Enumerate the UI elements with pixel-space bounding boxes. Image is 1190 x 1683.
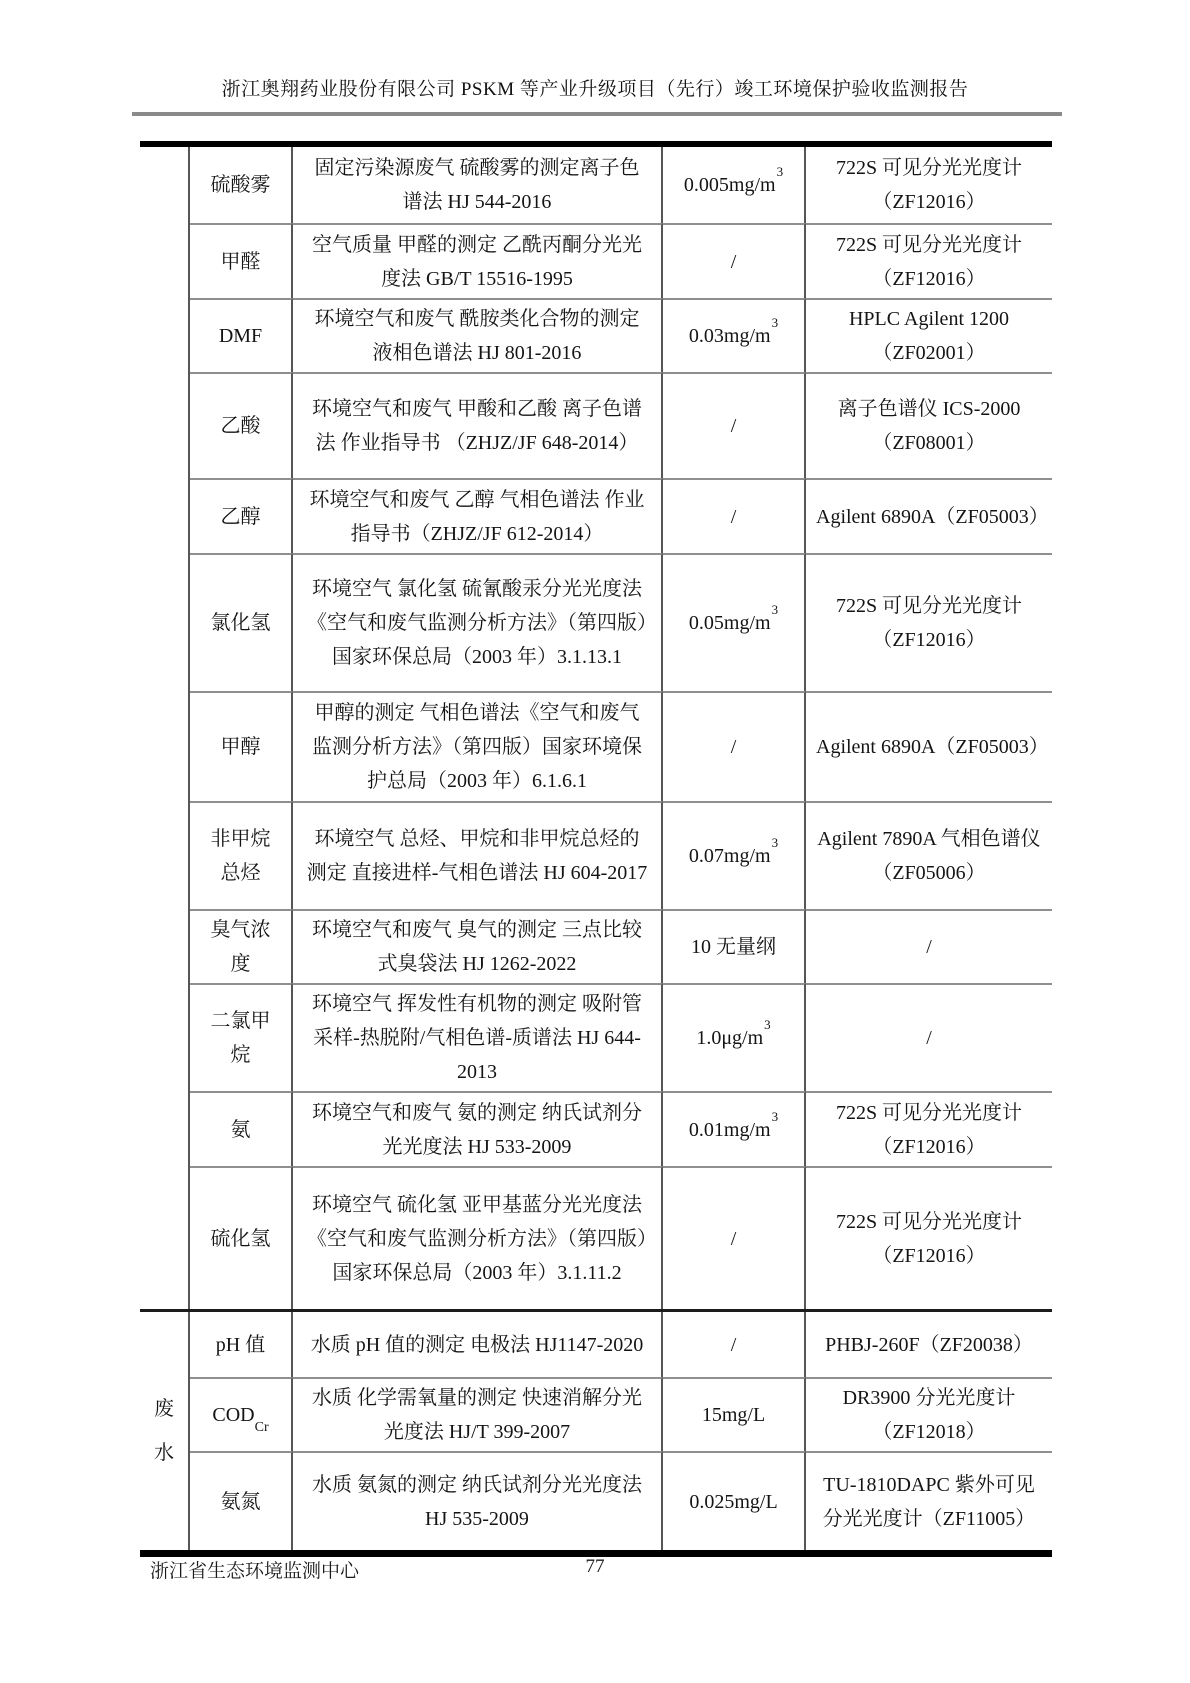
pollutant-cell	[190, 909, 293, 983]
instrument-text: 722S 可见分光光度计（ZF12016）	[835, 595, 1023, 651]
instrument-text: /	[926, 1027, 932, 1049]
pollutant-cell	[190, 691, 293, 801]
pollutant-cell	[190, 147, 293, 223]
method-cell	[293, 1312, 663, 1377]
method-text: 环境空气 挥发性有机物的测定 吸附管采样-热脱附/气相色谱-质谱法 HJ 644-2013	[312, 993, 642, 1083]
table-row	[140, 223, 1052, 298]
detection-limit-value: /	[730, 415, 737, 437]
detection-limit-value: $0.03mg/m^3$	[688, 315, 779, 347]
pollutant-cell	[190, 298, 293, 372]
table-row	[190, 1377, 1052, 1451]
footer-page-number: 77	[585, 1556, 605, 1577]
instrument-text: Agilent 7890A 气相色谱仪（ZF05006）	[817, 828, 1041, 884]
pollutant-cell	[190, 223, 293, 298]
method-text: 环境空气 硫化氢 亚甲基蓝分光光度法《空气和废气监测分析方法》（第四版）国家环保总局（2003 年）3.1.11.2	[307, 1193, 647, 1284]
pollutant-name: pH 值	[215, 1333, 266, 1356]
pollutant-name: 氨氮	[220, 1490, 261, 1513]
pollutant-name: 二氯甲烷	[210, 1010, 271, 1066]
method-cell	[293, 1166, 663, 1309]
method-text: 环境空气和废气 酰胺类化合物的测定 液相色谱法 HJ 801-2016	[314, 308, 640, 364]
pollutant-cell	[190, 1166, 293, 1309]
method-text: 甲醇的测定 气相色谱法《空气和废气监测分析方法》（第四版）国家环境保护总局（2003 年）6.1.6.1	[312, 702, 642, 792]
detection-limit-cell	[663, 147, 806, 223]
method-cell	[293, 909, 663, 983]
method-cell	[293, 1377, 663, 1451]
method-text: 水质 pH 值的测定 电极法 HJ1147-2020	[310, 1333, 644, 1356]
detection-limit-cell	[663, 223, 806, 298]
instrument-cell	[806, 983, 1052, 1091]
group-spacer-cell	[140, 1166, 190, 1309]
detection-limit-cell	[663, 691, 806, 801]
method-text: 环境空气和废气 氨的测定 纳氏试剂分光光度法 HJ 533-2009	[312, 1101, 642, 1158]
page-footer	[0, 1556, 1190, 1582]
instrument-cell	[806, 909, 1052, 983]
method-text: 环境空气和废气 甲酸和乙酸 离子色谱法 作业指导书 （ZHJZ/JF 648-2014）	[312, 398, 642, 454]
table-row	[140, 1166, 1052, 1309]
detection-limit-cell	[663, 1166, 806, 1309]
detection-limit-cell	[663, 372, 806, 478]
method-cell	[293, 298, 663, 372]
pollutant-cell	[190, 983, 293, 1091]
detection-limit-value: $0.01mg/m^3$	[688, 1108, 779, 1141]
instrument-cell	[806, 1091, 1052, 1166]
detection-limit-cell	[663, 553, 806, 691]
method-text: 水质 化学需氧量的测定 快速消解分光光度法 HJ/T 399-2007	[312, 1387, 642, 1443]
method-text: 水质 氨氮的测定 纳氏试剂分光光度法 HJ 535-2009	[312, 1473, 642, 1530]
pollutant-name: DMF	[218, 325, 263, 347]
pollutant-name: 甲醛	[220, 250, 261, 273]
pollutant-name: 乙酸	[220, 415, 261, 437]
method-cell	[293, 983, 663, 1091]
instrument-cell	[806, 147, 1052, 223]
method-cell	[293, 372, 663, 478]
table-row	[140, 909, 1052, 983]
method-cell	[293, 553, 663, 691]
instrument-cell	[806, 1312, 1052, 1377]
footer-org: 浙江省生态环境监测中心	[150, 1561, 360, 1582]
pollutant-name: 硫酸雾	[210, 174, 271, 196]
method-cell	[293, 147, 663, 223]
instrument-text: 722S 可见分光光度计（ZF12016）	[835, 233, 1023, 290]
pollutant-cell	[190, 1451, 293, 1550]
group-spacer-cell	[140, 691, 190, 801]
group-spacer-cell	[140, 553, 190, 691]
header-divider	[132, 112, 1062, 116]
instrument-cell	[806, 1377, 1052, 1451]
instrument-text: 722S 可见分光光度计（ZF12016）	[835, 157, 1023, 213]
monitoring-methods-table	[140, 141, 1052, 1557]
group-spacer-cell	[140, 223, 190, 298]
pollutant-name: $COD_{Cr}$	[212, 1404, 269, 1435]
pollutant-name: 氯化氢	[210, 612, 271, 634]
detection-limit-value: /	[730, 1333, 737, 1356]
detection-limit-cell	[663, 801, 806, 909]
method-text: 环境空气 总烃、甲烷和非甲烷总烃的测定 直接进样-气相色谱法 HJ 604-2017	[306, 828, 648, 884]
detection-limit-value: $0.07mg/m^3$	[688, 835, 779, 867]
detection-limit-cell	[663, 1377, 806, 1451]
table-row	[140, 691, 1052, 801]
detection-limit-cell	[663, 298, 806, 372]
pollutant-name: 非甲烷总烃	[210, 828, 271, 884]
instrument-cell	[806, 298, 1052, 372]
instrument-text: Agilent 6890A（ZF05003）	[816, 736, 1049, 758]
instrument-text: 722S 可见分光光度计（ZF12016）	[835, 1210, 1023, 1267]
group-spacer-cell	[140, 1091, 190, 1166]
pollutant-cell	[190, 372, 293, 478]
instrument-cell	[806, 372, 1052, 478]
waste-gas-section	[140, 147, 1052, 1309]
method-text: 环境空气和废气 臭气的测定 三点比较式臭袋法 HJ 1262-2022	[312, 919, 642, 975]
detection-limit-value: 10 无量纲	[691, 936, 776, 958]
instrument-cell	[806, 553, 1052, 691]
group-spacer-cell	[140, 983, 190, 1091]
detection-limit-value: 0.025mg/L	[689, 1490, 778, 1513]
instrument-text: HPLC Agilent 1200（ZF02001）	[848, 308, 1009, 364]
instrument-text: PHBJ-260F（ZF20038）	[825, 1333, 1033, 1356]
detection-limit-cell	[663, 478, 806, 553]
pollutant-name: 氨	[230, 1118, 251, 1141]
table-row	[140, 478, 1052, 553]
method-text: 环境空气和废气 乙醇 气相色谱法 作业指导书（ZHJZ/JF 612-2014）	[309, 488, 645, 545]
table-row	[140, 801, 1052, 909]
group-spacer-cell	[140, 801, 190, 909]
pollutant-name: 乙醇	[220, 505, 261, 528]
group-spacer-cell	[140, 298, 190, 372]
instrument-text: 722S 可见分光光度计（ZF12016）	[835, 1101, 1023, 1158]
pollutant-cell	[190, 1377, 293, 1451]
method-cell	[293, 478, 663, 553]
instrument-text: DR3900 分光光度计（ZF12018）	[842, 1387, 1016, 1443]
table-row	[190, 1312, 1052, 1377]
instrument-cell	[806, 1166, 1052, 1309]
detection-limit-value: $1.0\mu g/m^3$	[696, 1017, 771, 1049]
table-row	[190, 1451, 1052, 1550]
method-text: 空气质量 甲醛的测定 乙酰丙酮分光光度法 GB/T 15516-1995	[312, 233, 642, 290]
page-title: 浙江奥翔药业股份有限公司 PSKM 等产业升级项目（先行）竣工环境保护验收监测报告	[221, 79, 969, 100]
group-cell-wastewater	[140, 1312, 190, 1550]
method-text: 固定污染源废气 硫酸雾的测定离子色谱法 HJ 544-2016	[314, 157, 640, 213]
detection-limit-cell	[663, 983, 806, 1091]
pollutant-cell	[190, 478, 293, 553]
group-label: 废水	[154, 1398, 174, 1464]
instrument-text: TU-1810DAPC 紫外可见分光光度计（ZF11005）	[822, 1473, 1036, 1530]
detection-limit-value: /	[730, 505, 737, 528]
pollutant-name: 硫化氢	[210, 1227, 271, 1250]
detection-limit-value: /	[730, 736, 737, 758]
group-spacer-cell	[140, 372, 190, 478]
group-spacer-cell	[140, 478, 190, 553]
group-spacer-cell	[140, 147, 190, 223]
table-row	[140, 553, 1052, 691]
instrument-cell	[806, 1451, 1052, 1550]
waste-water-rows	[190, 1312, 1052, 1550]
detection-limit-value: $0.05mg/m^3$	[688, 602, 779, 634]
table-row	[140, 1091, 1052, 1166]
method-cell	[293, 1091, 663, 1166]
group-spacer-cell	[140, 909, 190, 983]
instrument-text: 离子色谱仪 ICS-2000（ZF08001）	[837, 398, 1021, 454]
method-text: 环境空气 氯化氢 硫氰酸汞分光光度法《空气和废气监测分析方法》（第四版）国家环保总局（2003 年）3.1.13.1	[307, 578, 647, 668]
method-cell	[293, 801, 663, 909]
table-row	[140, 372, 1052, 478]
detection-limit-cell	[663, 909, 806, 983]
instrument-cell	[806, 223, 1052, 298]
detection-limit-value: $0.005mg/m^3$	[683, 164, 784, 196]
instrument-cell	[806, 801, 1052, 909]
method-cell	[293, 691, 663, 801]
method-cell	[293, 1451, 663, 1550]
pollutant-cell	[190, 1312, 293, 1377]
detection-limit-cell	[663, 1312, 806, 1377]
detection-limit-cell	[663, 1451, 806, 1550]
instrument-text: Agilent 6890A（ZF05003）	[816, 505, 1049, 528]
table-row	[140, 983, 1052, 1091]
pollutant-cell	[190, 801, 293, 909]
pollutant-name: 臭气浓度	[210, 919, 271, 975]
pollutant-cell	[190, 1091, 293, 1166]
instrument-cell	[806, 691, 1052, 801]
detection-limit-cell	[663, 1091, 806, 1166]
detection-limit-value: /	[730, 250, 737, 273]
instrument-text: /	[926, 936, 932, 958]
table-row	[140, 147, 1052, 223]
detection-limit-value: /	[730, 1227, 737, 1250]
waste-water-section	[140, 1309, 1052, 1550]
pollutant-name: 甲醇	[220, 736, 261, 758]
detection-limit-value: 15mg/L	[701, 1404, 766, 1426]
instrument-cell	[806, 478, 1052, 553]
method-cell	[293, 223, 663, 298]
table-row	[140, 298, 1052, 372]
pollutant-cell	[190, 553, 293, 691]
